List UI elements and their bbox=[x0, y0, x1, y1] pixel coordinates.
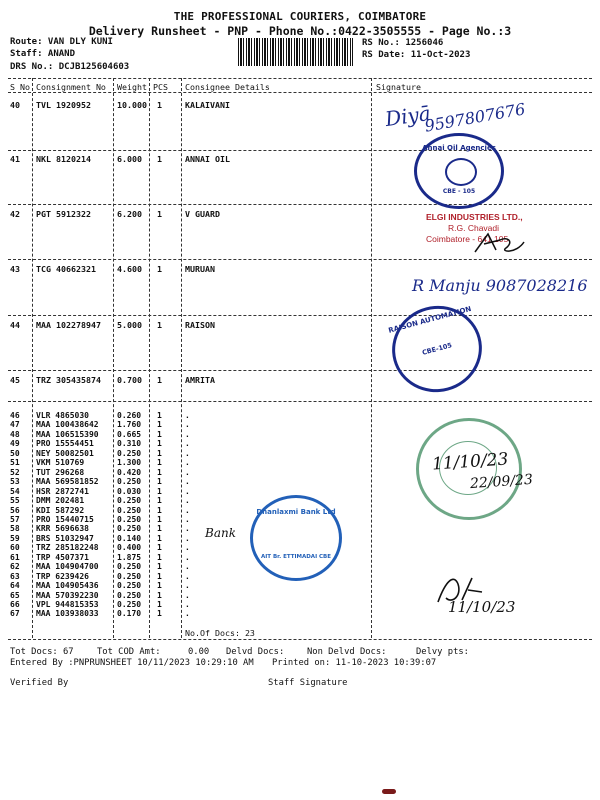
staff-label: Staff: ANAND bbox=[10, 49, 76, 59]
divider bbox=[181, 78, 182, 638]
row-consignment: MAA 570392230 bbox=[36, 591, 99, 600]
row-consignment: MAA 102278947 bbox=[36, 320, 101, 330]
row-weight: 4.600 bbox=[117, 264, 142, 274]
row-consignee: . bbox=[185, 553, 190, 562]
printed-on: Printed on: 11-10-2023 10:39:07 bbox=[272, 658, 437, 668]
row-pcs: 1 bbox=[157, 553, 162, 562]
row-consignment: VKM 510769 bbox=[36, 458, 85, 467]
row-sno: 41 bbox=[10, 154, 20, 164]
row-consignee: V GUARD bbox=[185, 209, 220, 219]
row-pcs: 1 bbox=[157, 496, 162, 505]
row-weight: 1.875 bbox=[117, 553, 142, 562]
row-consignment: BRS 51032947 bbox=[36, 534, 94, 543]
row-pcs: 1 bbox=[157, 581, 162, 590]
stamp-bank bbox=[250, 495, 342, 581]
divider bbox=[32, 78, 33, 638]
runsheet-subtitle: Delivery Runsheet - PNP - Phone No.:0422-3505555 - Page No.:3 bbox=[88, 24, 512, 38]
header-rule-bottom bbox=[8, 92, 592, 93]
row-sno: 40 bbox=[10, 100, 20, 110]
row-consignee: . bbox=[185, 449, 190, 458]
row-weight: 6.200 bbox=[117, 209, 142, 219]
row-sno: 43 bbox=[10, 264, 20, 274]
row-sno: 65 bbox=[10, 591, 20, 600]
row-pcs: 1 bbox=[157, 430, 162, 439]
row-pcs: 1 bbox=[157, 487, 162, 496]
row-pcs: 1 bbox=[157, 209, 162, 219]
row-weight: 0.250 bbox=[117, 581, 142, 590]
row-consignment: TCG 40662321 bbox=[36, 264, 96, 274]
row-consignment: MAA 104905436 bbox=[36, 581, 99, 590]
row-weight: 0.250 bbox=[117, 506, 142, 515]
stamp-raison-text: RAISON AUTOMATION bbox=[387, 304, 473, 335]
header-rule-top bbox=[8, 78, 592, 79]
row-sno: 50 bbox=[10, 449, 20, 458]
row-sno: 64 bbox=[10, 581, 20, 590]
row-weight: 1.300 bbox=[117, 458, 142, 467]
stamp-annai-sub: CBE - 105 bbox=[442, 188, 476, 195]
row-consignee: . bbox=[185, 572, 190, 581]
row-sno: 46 bbox=[10, 411, 20, 420]
row-weight: 6.000 bbox=[117, 154, 142, 164]
row-consignment: TRZ 285182248 bbox=[36, 543, 99, 552]
row-separator bbox=[8, 401, 592, 402]
stamp-elgi-line3: Coimbatore - 641 105. bbox=[426, 234, 511, 244]
stamp-bank-sub: AIT Br. ETTIMADAI CBE bbox=[260, 554, 332, 560]
row-pcs: 1 bbox=[157, 375, 162, 385]
barcode bbox=[238, 38, 353, 66]
row-sno: 52 bbox=[10, 468, 20, 477]
row-weight: 0.420 bbox=[117, 468, 142, 477]
signature-green: 11/10/23 bbox=[431, 449, 509, 475]
verified-by: Verified By bbox=[10, 678, 69, 688]
row-weight: 10.000 bbox=[117, 100, 147, 110]
row-pcs: 1 bbox=[157, 477, 162, 486]
row-sno: 61 bbox=[10, 553, 20, 562]
row-pcs: 1 bbox=[157, 543, 162, 552]
row-weight: 0.310 bbox=[117, 439, 142, 448]
row-weight: 0.030 bbox=[117, 487, 142, 496]
row-consignment: TRP 4507371 bbox=[36, 553, 89, 562]
row-pcs: 1 bbox=[157, 411, 162, 420]
row-consignee: . bbox=[185, 534, 190, 543]
row-consignment: VLR 4865030 bbox=[36, 411, 89, 420]
row-weight: 0.250 bbox=[117, 496, 142, 505]
row-pcs: 1 bbox=[157, 458, 162, 467]
row-pcs: 1 bbox=[157, 524, 162, 533]
row-sno: 56 bbox=[10, 506, 20, 515]
row-consignee: . bbox=[185, 591, 190, 600]
row-consignee: . bbox=[185, 543, 190, 552]
stamp-inner-ring bbox=[445, 158, 477, 186]
row-pcs: 1 bbox=[157, 449, 162, 458]
stamp-elgi-line1: ELGI INDUSTRIES LTD., bbox=[426, 212, 523, 222]
row-consignee: . bbox=[185, 562, 190, 571]
row-consignee: . bbox=[185, 496, 190, 505]
row-sno: 60 bbox=[10, 543, 20, 552]
row-pcs: 1 bbox=[157, 572, 162, 581]
row-separator bbox=[8, 370, 592, 371]
row-consignment: PRO 15440715 bbox=[36, 515, 94, 524]
row-pcs: 1 bbox=[157, 600, 162, 609]
signature-bottom: 11/10/23 bbox=[448, 598, 516, 616]
row-pcs: 1 bbox=[157, 154, 162, 164]
row-sno: 45 bbox=[10, 375, 20, 385]
signature-green-date: 22/09/23 bbox=[469, 471, 534, 493]
company-title: THE PROFESSIONAL COURIERS, COIMBATORE bbox=[173, 10, 427, 23]
row-consignee: . bbox=[185, 411, 190, 420]
row-consignment: TRZ 305435874 bbox=[36, 375, 101, 385]
col-sno: S No bbox=[10, 82, 30, 92]
row-sno: 53 bbox=[10, 477, 20, 486]
row-weight: 0.250 bbox=[117, 524, 142, 533]
row-pcs: 1 bbox=[157, 320, 162, 330]
row-consignee: MURUAN bbox=[185, 264, 215, 274]
row-consignee: RAISON bbox=[185, 320, 215, 330]
row-consignee: . bbox=[185, 439, 190, 448]
entered-by: Entered By :PNPRUNSHEET 10/11/2023 10:29:10 AM bbox=[10, 658, 254, 668]
row-weight: 0.250 bbox=[117, 572, 142, 581]
row-consignee: . bbox=[185, 458, 190, 467]
row-weight: 1.760 bbox=[117, 420, 142, 429]
row-weight: 0.250 bbox=[117, 591, 142, 600]
row-consignee: . bbox=[185, 477, 190, 486]
row-pcs: 1 bbox=[157, 100, 162, 110]
row-consignment: MAA 104904700 bbox=[36, 562, 99, 571]
row-sno: 54 bbox=[10, 487, 20, 496]
row-consignment: DMM 202481 bbox=[36, 496, 85, 505]
divider bbox=[371, 78, 372, 638]
row-consignee: KALAIVANI bbox=[185, 100, 230, 110]
row-pcs: 1 bbox=[157, 264, 162, 274]
signature-40: Diyā bbox=[383, 100, 433, 132]
row-sno: 47 bbox=[10, 420, 20, 429]
row-weight: 0.250 bbox=[117, 449, 142, 458]
row-sno: 59 bbox=[10, 534, 20, 543]
row-consignment: MAA 569581852 bbox=[36, 477, 99, 486]
col-consignment: Consignment No bbox=[36, 82, 106, 92]
row-consignee: AMRITA bbox=[185, 375, 215, 385]
row-weight: 0.170 bbox=[117, 609, 142, 618]
row-sno: 58 bbox=[10, 524, 20, 533]
row-sno: 55 bbox=[10, 496, 20, 505]
row-consignment: MAA 103938033 bbox=[36, 609, 99, 618]
row-weight: 0.260 bbox=[117, 411, 142, 420]
row-separator bbox=[8, 204, 592, 205]
row-consignment: MAA 100438642 bbox=[36, 420, 99, 429]
row-consignee: . bbox=[185, 430, 190, 439]
row-sno: 66 bbox=[10, 600, 20, 609]
row-consignee: . bbox=[185, 515, 190, 524]
phone-40: 9597807676 bbox=[423, 99, 527, 136]
row-sno: 44 bbox=[10, 320, 20, 330]
col-pcs: PCS bbox=[153, 82, 168, 92]
row-consignee: . bbox=[185, 600, 190, 609]
row-consignment: KDI 587292 bbox=[36, 506, 85, 515]
row-consignment: PGT 5912322 bbox=[36, 209, 91, 219]
col-signature: Signature bbox=[376, 82, 421, 92]
row-consignee: . bbox=[185, 487, 190, 496]
row-consignment: TRP 6239426 bbox=[36, 572, 89, 581]
row-pcs: 1 bbox=[157, 439, 162, 448]
row-consignment: NKL 8120214 bbox=[36, 154, 91, 164]
stamp-annai-oil bbox=[414, 133, 504, 209]
ink-smudge bbox=[382, 789, 396, 794]
col-weight: Weight bbox=[117, 82, 147, 92]
divider bbox=[149, 78, 150, 638]
row-separator bbox=[8, 259, 592, 260]
row-pcs: 1 bbox=[157, 609, 162, 618]
row-weight: 0.250 bbox=[117, 600, 142, 609]
row-consignee: . bbox=[185, 506, 190, 515]
handwritten-bank: Bank bbox=[205, 526, 236, 540]
row-pcs: 1 bbox=[157, 515, 162, 524]
row-consignment: VPL 944815353 bbox=[36, 600, 99, 609]
col-consignee: Consignee Details bbox=[185, 82, 270, 92]
delvy-pts: Delvy pts: bbox=[416, 647, 469, 657]
row-sno: 67 bbox=[10, 609, 20, 618]
row-consignee: . bbox=[185, 581, 190, 590]
row-consignee: ANNAI OIL bbox=[185, 154, 230, 164]
row-consignment: TUT 296268 bbox=[36, 468, 85, 477]
row-consignment: TVL 1920952 bbox=[36, 100, 91, 110]
divider bbox=[113, 78, 114, 638]
drs-label: DRS No.: DCJB125604603 bbox=[10, 62, 130, 72]
tot-docs: Tot Docs: 67 bbox=[10, 647, 74, 657]
row-sno: 62 bbox=[10, 562, 20, 571]
stamp-elgi-line2: R.G. Chavadi bbox=[448, 223, 500, 233]
row-consignment: PRO 15554451 bbox=[36, 439, 94, 448]
row-separator bbox=[8, 150, 592, 151]
row-weight: 5.000 bbox=[117, 320, 142, 330]
row-consignee: . bbox=[185, 609, 190, 618]
staff-signature: Staff Signature bbox=[268, 678, 348, 688]
row-weight: 0.250 bbox=[117, 515, 142, 524]
tot-cod-label: Tot COD Amt: bbox=[97, 647, 161, 657]
row-separator bbox=[8, 315, 592, 316]
row-consignee: . bbox=[185, 468, 190, 477]
row-weight: 0.250 bbox=[117, 562, 142, 571]
row-consignment: NEY 50082501 bbox=[36, 449, 94, 458]
row-consignment: HSR 2872741 bbox=[36, 487, 89, 496]
delvd-docs: Delvd Docs: bbox=[226, 647, 285, 657]
stamp-annai-text: Annai Oil Agencies bbox=[422, 144, 496, 152]
rs-number: RS No.: 1256046 bbox=[362, 38, 444, 48]
stamp-raison-sub: CBE-105 bbox=[421, 341, 453, 357]
non-delvd-docs: Non Delvd Docs: bbox=[307, 647, 387, 657]
signature-42 bbox=[470, 228, 530, 258]
row-sno: 49 bbox=[10, 439, 20, 448]
row-weight: 0.665 bbox=[117, 430, 142, 439]
row-pcs: 1 bbox=[157, 420, 162, 429]
row-weight: 0.700 bbox=[117, 375, 142, 385]
row-sno: 42 bbox=[10, 209, 20, 219]
no-of-docs: No.Of Docs: 23 bbox=[185, 628, 255, 638]
row-pcs: 1 bbox=[157, 506, 162, 515]
row-weight: 0.400 bbox=[117, 543, 142, 552]
row-weight: 0.140 bbox=[117, 534, 142, 543]
row-consignee: . bbox=[185, 420, 190, 429]
row-consignee: . bbox=[185, 524, 190, 533]
handwritten-43: R Manju 9087028216 bbox=[412, 276, 588, 295]
route-label: Route: VAN DLY KUNI bbox=[10, 37, 113, 47]
row-consignment: KRR 5696638 bbox=[36, 524, 89, 533]
row-pcs: 1 bbox=[157, 468, 162, 477]
row-sno: 48 bbox=[10, 430, 20, 439]
row-sno: 51 bbox=[10, 458, 20, 467]
stamp-raison bbox=[382, 296, 491, 402]
stamp-bank-text: Dhanlaxmi Bank Ltd bbox=[256, 508, 336, 516]
rs-date: RS Date: 11-Oct-2023 bbox=[362, 50, 471, 60]
row-weight: 0.250 bbox=[117, 477, 142, 486]
row-consignment: MAA 106515390 bbox=[36, 430, 99, 439]
row-pcs: 1 bbox=[157, 591, 162, 600]
tot-cod-value: 0.00 bbox=[188, 647, 210, 657]
row-sno: 63 bbox=[10, 572, 20, 581]
row-pcs: 1 bbox=[157, 534, 162, 543]
table-bottom-rule bbox=[8, 639, 592, 640]
row-pcs: 1 bbox=[157, 562, 162, 571]
row-sno: 57 bbox=[10, 515, 20, 524]
